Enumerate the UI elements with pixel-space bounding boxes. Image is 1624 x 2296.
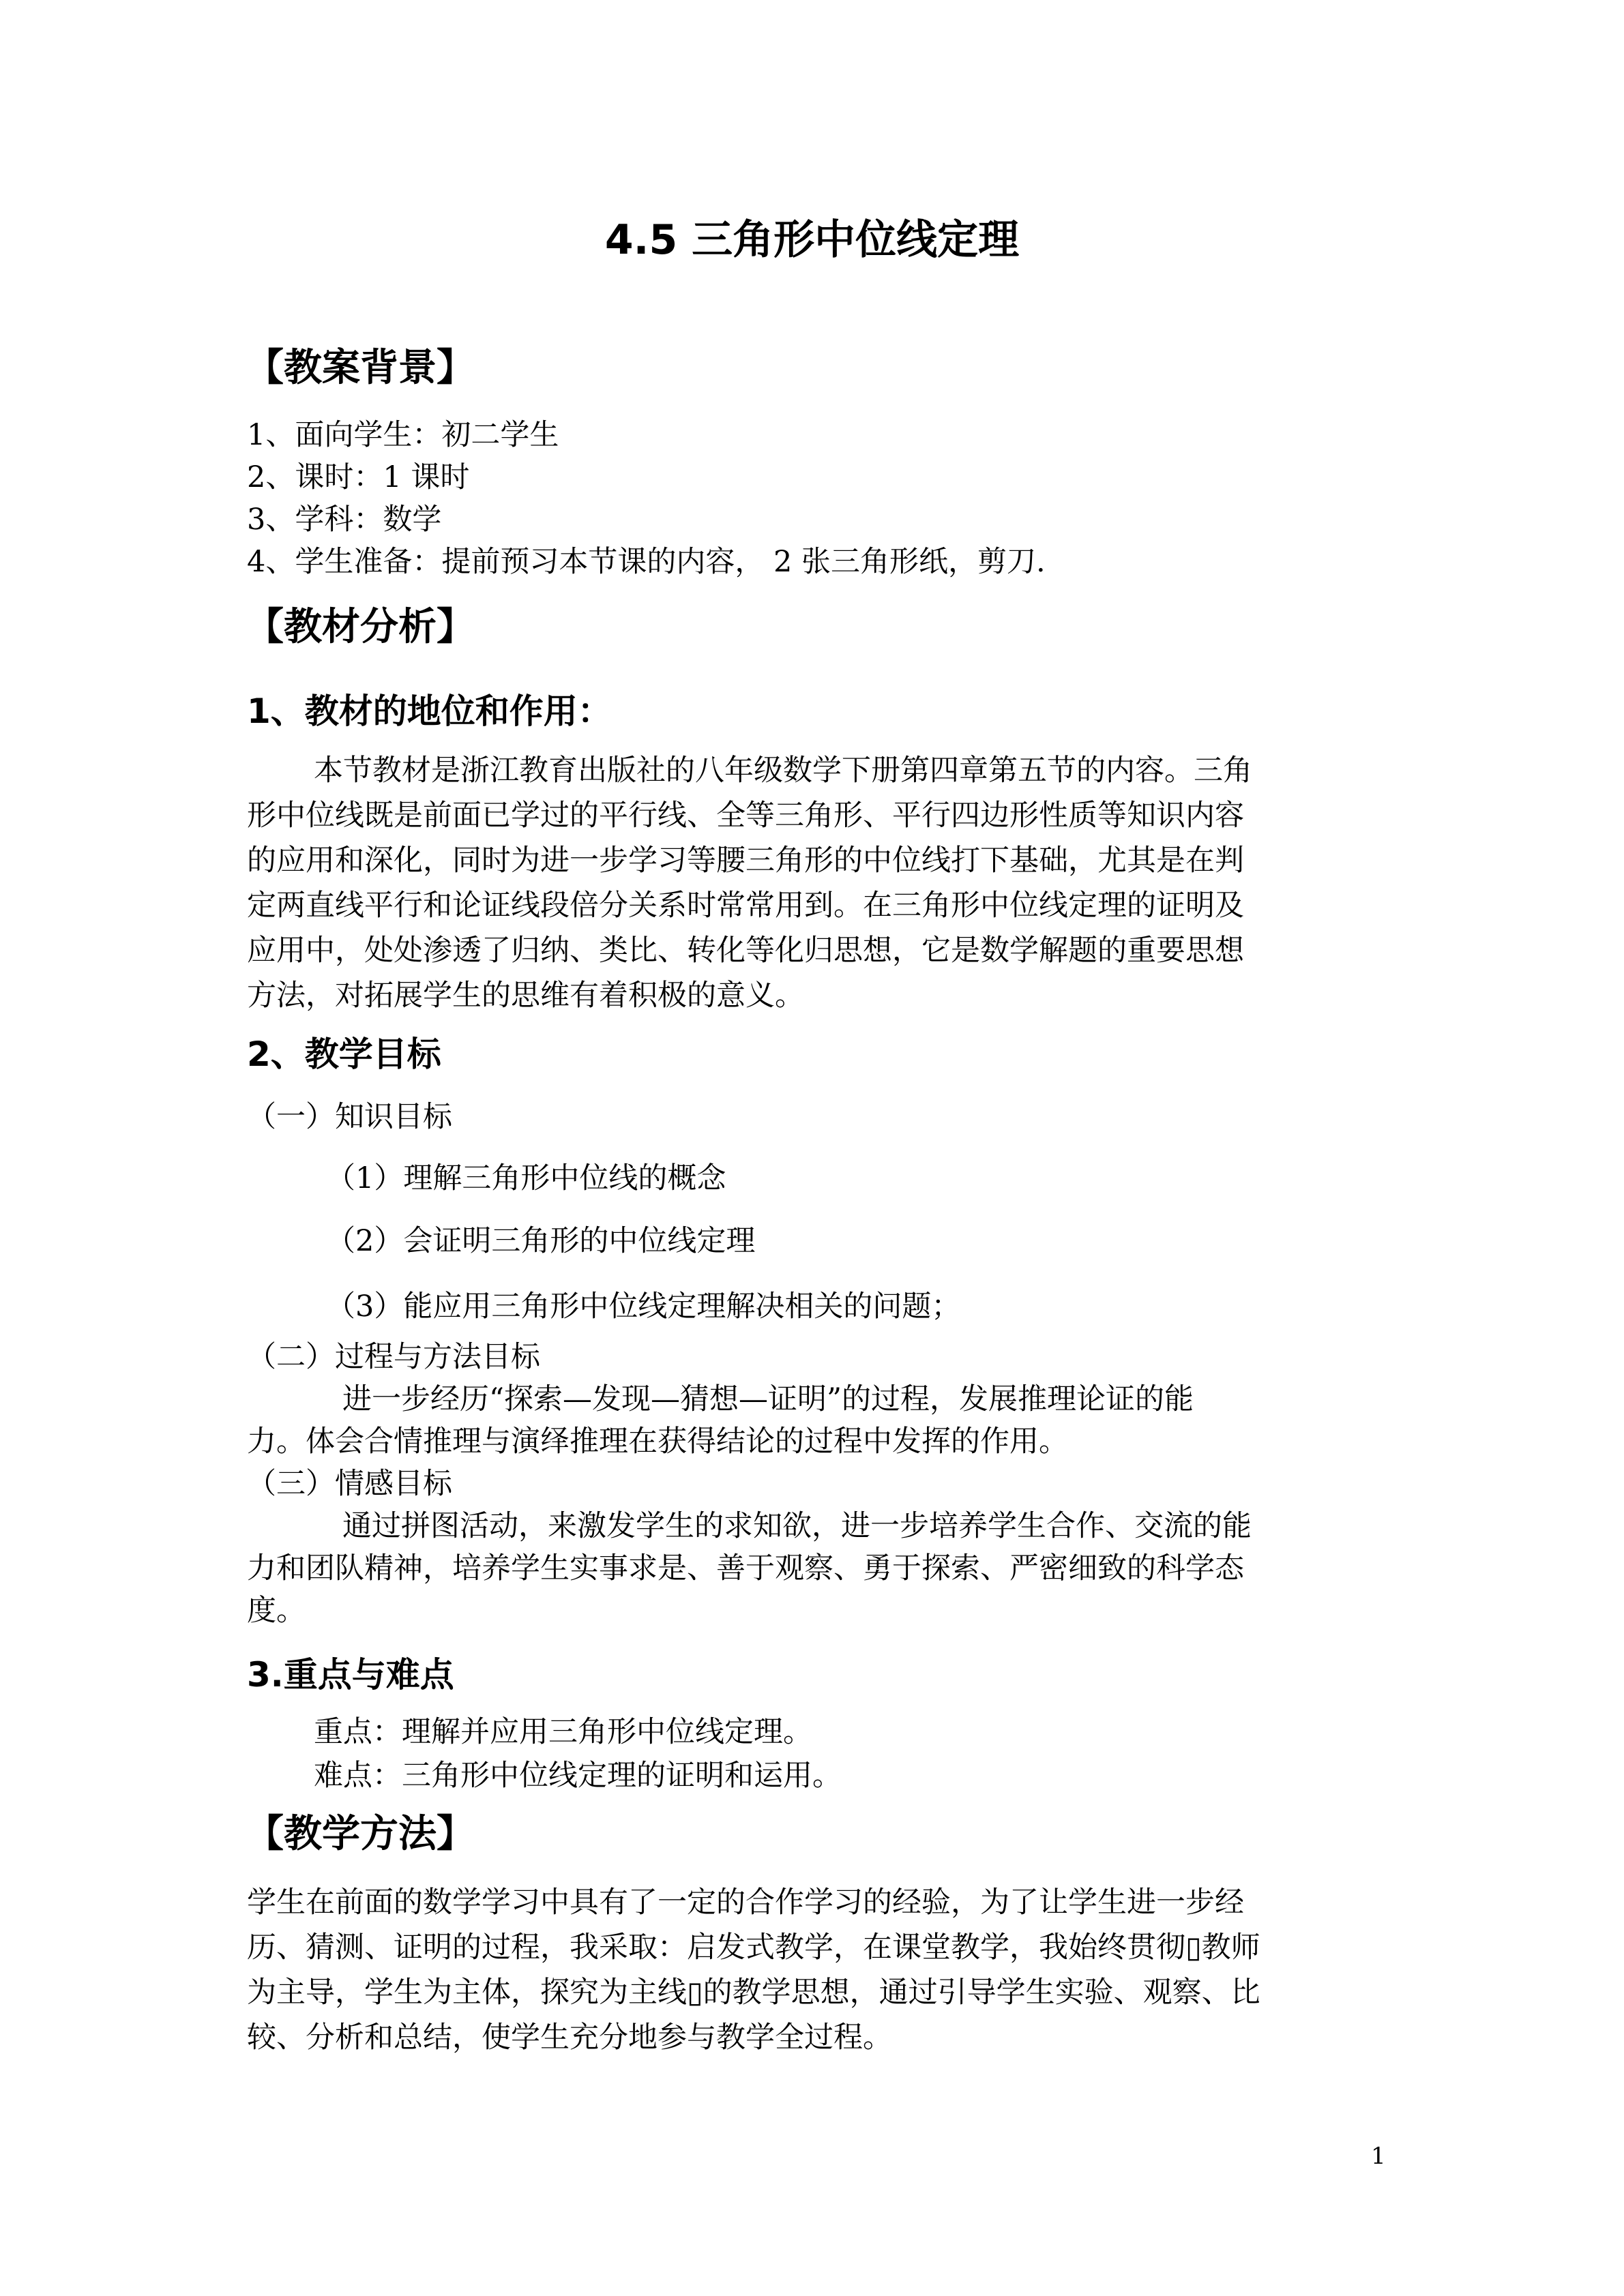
paragraph-line: 本节教材是浙江教育出版社的八年级数学下册第四章第五节的内容。三角 <box>314 754 1252 788</box>
paragraph-line: 通过拼图活动，来激发学生的求知欲，进一步培养学生合作、交流的能 <box>342 1509 1252 1543</box>
paragraph-line: 历、猜测、证明的过程，我采取：启发式教学，在课堂教学，我始终贯彻▯教师 <box>247 1930 1260 1965</box>
background-item: 2、课时：1 课时 <box>247 460 470 494</box>
paragraph-line: 较、分析和总结，使学生充分地参与教学全过程。 <box>247 2021 892 2055</box>
knowledge-goal-item: （1）理解三角形中位线的概念 <box>326 1161 726 1195</box>
subheading-goals: 2、教学目标 <box>247 1034 441 1074</box>
background-item: 3、学科：数学 <box>247 503 442 537</box>
key-point-item: 重点：理解并应用三角形中位线定理。 <box>314 1715 812 1749</box>
goal-group-heading: （二）过程与方法目标 <box>247 1340 540 1374</box>
paragraph-line: 定两直线平行和论证线段倍分关系时常常用到。在三角形中位线定理的证明及 <box>247 889 1244 923</box>
background-item: 4、学生准备：提前预习本节课的内容， 2 张三角形纸，剪刀. <box>247 545 1046 579</box>
section-heading-background: 【教案背景】 <box>246 346 475 390</box>
goal-group-heading: （三）情感目标 <box>247 1467 452 1501</box>
paragraph-line: 学生在前面的数学学习中具有了一定的合作学习的经验，为了让学生进一步经 <box>247 1885 1244 1920</box>
paragraph-line: 的应用和深化，同时为进一步学习等腰三角形的中位线打下基础，尤其是在判 <box>247 844 1244 878</box>
paragraph-line: 力。体会合情推理与演绎推理在获得结论的过程中发挥的作用。 <box>247 1425 1068 1459</box>
document-title: 4.5 三角形中位线定理 <box>604 216 1020 264</box>
knowledge-goal-item: （2）会证明三角形的中位线定理 <box>326 1224 756 1258</box>
paragraph-line: 进一步经历“探索—发现—猜想—证明”的过程，发展推理论证的能 <box>342 1382 1194 1416</box>
paragraph-line: 应用中，处处渗透了归纳、类比、转化等化归思想，它是数学解题的重要思想 <box>247 934 1244 968</box>
goal-group-heading: （一）知识目标 <box>247 1100 452 1134</box>
paragraph-line: 方法，对拓展学生的思维有着积极的意义。 <box>247 979 804 1013</box>
paragraph-line: 形中位线既是前面已学过的平行线、全等三角形、平行四边形性质等知识内容 <box>247 799 1244 833</box>
subheading-key-points: 3.重点与难点 <box>247 1655 454 1695</box>
subheading-role: 1、教材的地位和作用： <box>247 691 612 731</box>
paragraph-line: 度。 <box>247 1594 306 1628</box>
paragraph-line: 力和团队精神，培养学生实事求是、善于观察、勇于探索、严密细致的科学态 <box>247 1551 1244 1585</box>
section-heading-material: 【教材分析】 <box>246 605 475 649</box>
paragraph-line: 为主导，学生为主体，探究为主线▯的教学思想，通过引导学生实验、观察、比 <box>247 1976 1260 2010</box>
background-item: 1、面向学生：初二学生 <box>247 418 559 452</box>
section-heading-method: 【教学方法】 <box>246 1812 475 1856</box>
knowledge-goal-item: （3）能应用三角形中位线定理解决相关的问题； <box>326 1289 961 1324</box>
page-number: 1 <box>1371 2143 1386 2170</box>
key-point-item: 难点：三角形中位线定理的证明和运用。 <box>314 1759 842 1793</box>
